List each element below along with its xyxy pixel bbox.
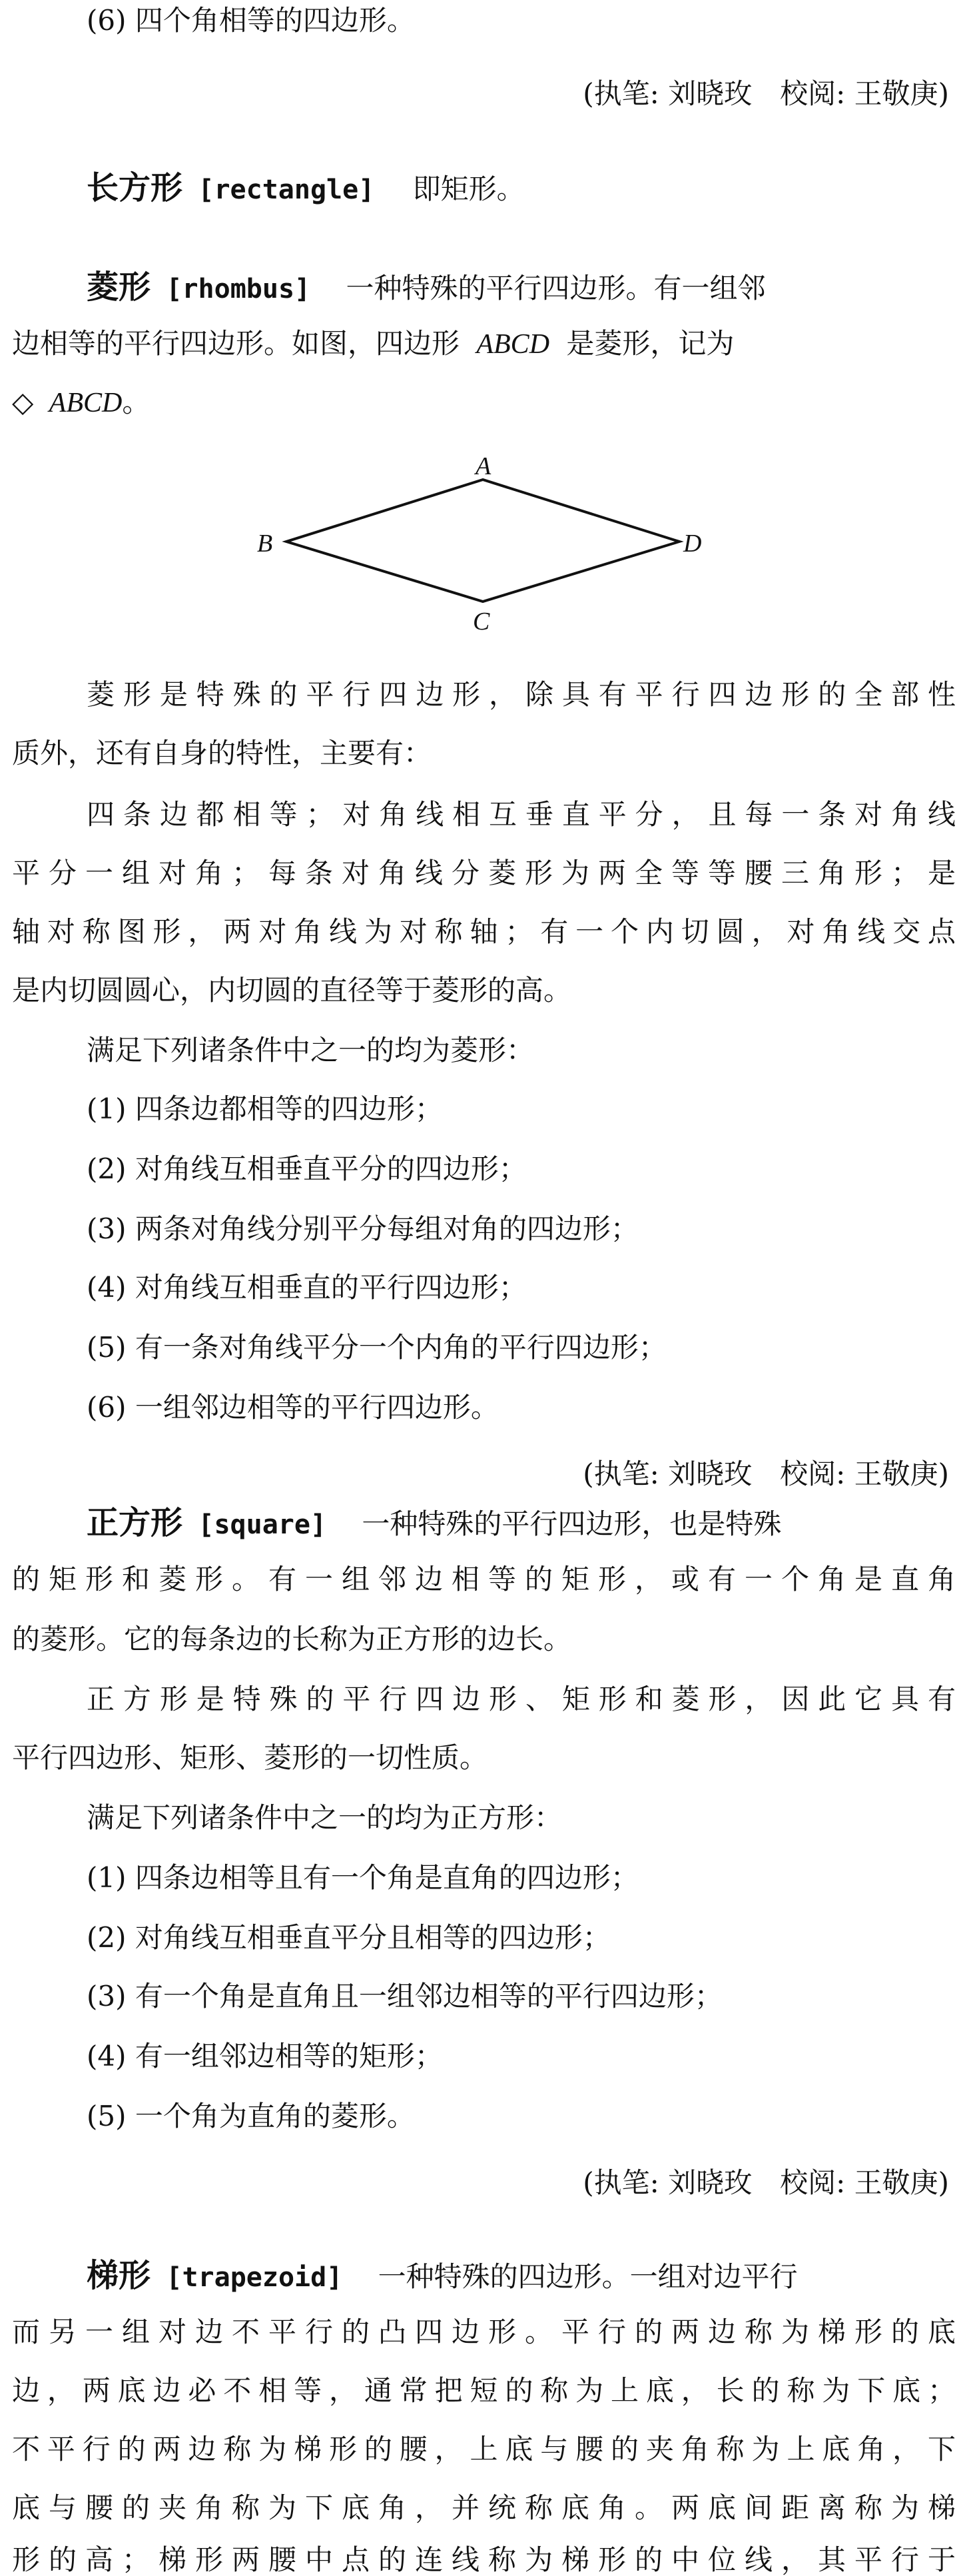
square-english: [square] [198,1509,327,1540]
rhombus-condition-4: (4) 对角线互相垂直的平行四边形； [87,1271,527,1304]
vertex-label-d: D [683,530,702,558]
rhombus-english: [rhombus] [166,274,311,304]
square-condition-3: (3) 有一个角是直角且一组邻边相等的平行四边形； [87,1980,723,2012]
rhombus-properties-p1-line-1: 菱形是特殊的平行四边形，除具有平行四边形的全部性 [87,678,956,711]
rhombus-definition-text: 边相等的平行四边形。如图，四边形 [12,327,460,360]
previous-entry-credit: (执笔: 刘晓玫 校阅: 王敬庚) [583,77,949,110]
trapezoid-line-2: 而另一组对边不平行的凸四边形。平行的两边称为梯形的底 [12,2316,956,2348]
square-conditions-intro: 满足下列诸条件中之一的均为正方形： [87,1801,563,1834]
vertex-label-b: B [257,530,273,558]
square-properties-line-2: 平行四边形、矩形、菱形的一切性质。 [12,1741,488,1774]
previous-entry-item-6: (6) 四个角相等的四边形。 [87,4,415,37]
trapezoid-english: [trapezoid] [166,2262,343,2293]
trapezoid-definition-start: 一种特殊的四边形。一组对边平行 [378,2260,798,2293]
rhombus-credit: (执笔: 刘晓玫 校阅: 王敬庚) [583,1458,949,1490]
rhombus-condition-6: (6) 一组邻边相等的平行四边形。 [87,1391,499,1424]
rectangle-definition: 即矩形。 [412,173,525,205]
rhombus-condition-3: (3) 两条对角线分别平分每组对角的四边形； [87,1212,639,1245]
square-condition-4: (4) 有一组邻边相等的矩形； [87,2040,443,2072]
rhombus-definition-text-2: 是菱形，记为 [566,327,735,360]
trapezoid-line-5: 底与腰的夹角称为下底角，并统称底角。两底间距离称为梯 [12,2491,956,2524]
rhombus-term: 菱形 [87,268,151,306]
square-condition-1: (1) 四条边相等且有一个角是直角的四边形； [87,1861,639,1894]
trapezoid-line-3: 边，两底边必不相等，通常把短的称为上底，长的称为下底； [12,2374,956,2407]
rhombus-symbol: ◇ [12,386,34,418]
square-term: 正方形 [87,1504,183,1541]
trapezoid-term: 梯形 [87,2257,151,2294]
rhombus-condition-1: (1) 四条边都相等的四边形； [87,1092,443,1125]
square-properties-line-1: 正方形是特殊的平行四边形、矩形和菱形，因此它具有 [87,1683,956,1715]
rhombus-properties-p1-line-2: 质外，还有自身的特性，主要有： [12,737,432,769]
square-credit: (执笔: 刘晓玫 校阅: 王敬庚) [583,2166,949,2199]
rhombus-properties-p2-line-1: 四条边都相等；对角线相互垂直平分，且每一条对角线 [87,798,956,831]
rhombus-properties-p2-line-4: 是内切圆圆心，内切圆的直径等于菱形的高。 [12,974,572,1007]
trapezoid-line-6: 形的高；梯形两腰中点的连线称为梯形的中位线，其平行于 [12,2543,956,2576]
rhombus-properties-p2-line-2: 平分一组对角；每条对角线分菱形为两全等等腰三角形；是 [12,857,956,889]
square-condition-5: (5) 一个角为直角的菱形。 [87,2100,415,2132]
square-entry-line-1 [87,1504,782,1541]
rhombus-conditions-intro: 满足下列诸条件中之一的均为菱形： [87,1034,535,1067]
square-definition-start: 一种特殊的平行四边形，也是特殊 [362,1507,782,1540]
rhombus-properties-p2-line-3: 轴对称图形，两对角线为对称轴；有一个内切圆，对角线交点 [12,915,956,948]
rhombus-entry-line-3: ◇ ABCD。 [12,386,151,418]
trapezoid-entry-line-1 [87,2257,798,2294]
rectangle-term: 长方形 [87,169,183,207]
rhombus-name: ABCD [476,329,550,360]
rhombus-condition-5: (5) 有一条对角线平分一个内角的平行四边形； [87,1331,667,1364]
rhombus-condition-2: (2) 对角线互相垂直平分的四边形； [87,1152,527,1185]
square-entry-line-3: 的菱形。它的每条边的长称为正方形的边长。 [12,1623,572,1655]
rhombus-definition-start: 一种特殊的平行四边形。有一组邻 [346,272,766,304]
trapezoid-line-4: 不平行的两边称为梯形的腰，上底与腰的夹角称为上底角，下 [12,2433,956,2465]
rhombus-shape [286,480,679,602]
square-condition-2: (2) 对角线互相垂直平分且相等的四边形； [87,1921,611,1954]
rhombus-figure [0,0,969,666]
rectangle-english: [rectangle] [198,175,375,205]
square-entry-line-2: 的矩形和菱形。有一组邻边相等的矩形，或有一个角是直角 [12,1563,956,1595]
rhombus-name-2: ABCD [49,388,123,418]
vertex-label-a: A [476,452,491,480]
vertex-label-c: C [473,608,490,636]
